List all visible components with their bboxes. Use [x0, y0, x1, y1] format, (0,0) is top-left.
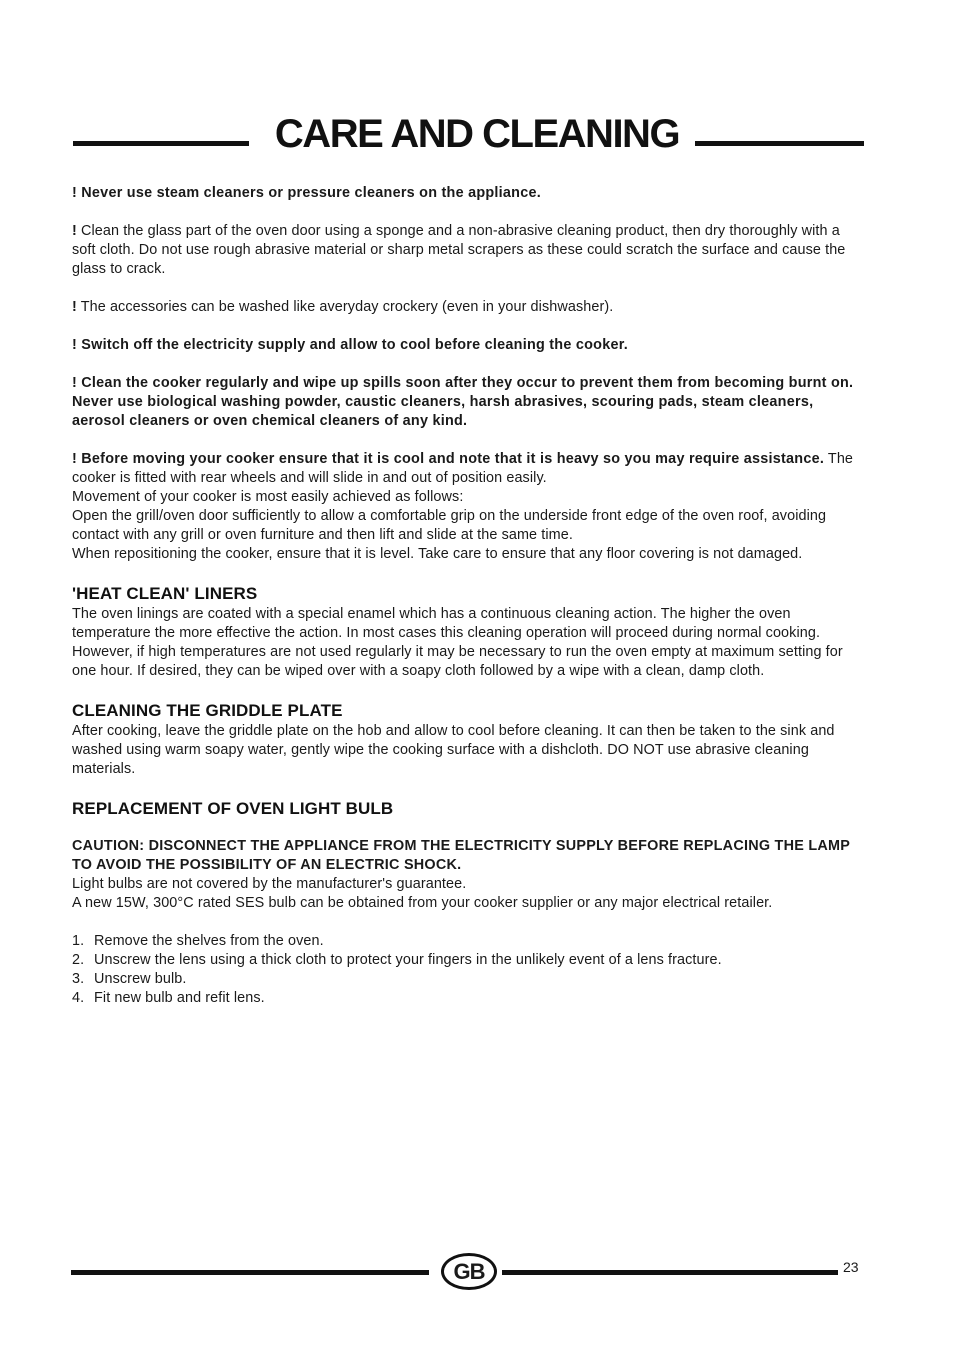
accessories-note	[72, 298, 865, 317]
bulb-guarantee: Light bulbs are not covered by the manufacturer's guarantee.	[72, 876, 467, 892]
page-title: CARE AND CLEANING	[0, 110, 954, 158]
warning-steam-cleaners: ! Never use steam cleaners or pressure cleaners on the appliance.	[72, 185, 541, 201]
exclamation-mark: !	[72, 299, 77, 315]
griddle-heading: CLEANING THE GRIDDLE PLATE	[72, 701, 343, 720]
footer-rule-right	[502, 1270, 838, 1275]
moving-cooker-warning: ! Before moving your cooker ensure that it is cool and note that it is heavy so you may require assistance.	[72, 451, 825, 467]
heat-clean-text2: However, if high temperatures are not used regularly it may be necessary to run the oven empty at maximum setting for one hour. If desired, they can be wiped over with a soapy cloth followed by a wipe with a clean, damp cloth.	[72, 644, 843, 679]
bulb-supply: A new 15W, 300°C rated SES bulb can be obtained from your cooker supplier or any major electrical retailer.	[72, 895, 773, 911]
footer-rule-left	[71, 1270, 429, 1275]
warning-clean-regularly: ! Clean the cooker regularly and wipe up spills soon after they occur to prevent them from becoming burnt on. Never use biological washing powder, caustic cleaners, harsh abrasives, scouring pads, steam cleaners, aerosol cleaners or oven chemical cleaners of any kind.	[72, 375, 854, 429]
page-number: 23	[843, 1259, 859, 1275]
moving-cooker-line3: Open the grill/oven door sufficiently to allow a comfortable grip on the underside front edge of the oven roof, avoiding contact with any grill or oven furniture and then lift and slide at the same time.	[72, 508, 827, 543]
bulb-caution: CAUTION: DISCONNECT THE APPLIANCE FROM THE ELECTRICITY SUPPLY BEFORE REPLACING THE LAMP TO AVOID THE POSSIBILITY OF AN ELECTRIC SHOCK.	[72, 838, 850, 873]
bulb-steps-list	[72, 932, 865, 1008]
list-item: 1. Remove the shelves from the oven.	[72, 933, 324, 949]
warning-switch-off: ! Switch off the electricity supply and allow to cool before cleaning the cooker.	[72, 337, 628, 353]
list-item: 4. Fit new bulb and refit lens.	[72, 990, 265, 1006]
list-item: 3. Unscrew bulb.	[72, 971, 187, 987]
bulb-heading: REPLACEMENT OF OVEN LIGHT BULB	[72, 799, 394, 818]
glass-cleaning-text: Clean the glass part of the oven door using a sponge and a non-abrasive cleaning product, then dry thoroughly with a soft cloth. Do not use rough abrasive material or sharp metal scrapers as these could scratch the surface and cause the glass to crack.	[72, 223, 846, 277]
glass-cleaning-note	[72, 222, 865, 279]
heat-clean-heading: 'HEAT CLEAN' LINERS	[72, 584, 258, 603]
country-badge: GB	[441, 1253, 497, 1290]
moving-cooker-line2: Movement of your cooker is most easily achieved as follows:	[72, 489, 464, 505]
griddle-text: After cooking, leave the griddle plate on the hob and allow to cool before cleaning. It can then be taken to the sink and washed using warm soapy water, gently wipe the cooking surface with a dishcloth. DO NOT use abrasive cleaning materials.	[72, 723, 835, 777]
accessories-text: The accessories can be washed like averyday crockery (even in your dishwasher).	[76, 299, 614, 315]
page-content	[72, 184, 865, 1008]
heat-clean-text1: The oven linings are coated with a special enamel which has a continuous cleaning action. The higher the oven temperature the more effective the action. In most cases this cleaning operation will proceed during normal cooking.	[72, 606, 821, 641]
exclamation-mark: !	[72, 223, 77, 239]
list-item: 2. Unscrew the lens using a thick cloth to protect your fingers in the unlikely event of a lens fracture.	[72, 952, 722, 968]
moving-cooker-line4: When repositioning the cooker, ensure that it is level. Take care to ensure that any floor covering is not damaged.	[72, 546, 803, 562]
moving-cooker-text: The cooker is fitted with rear wheels and will slide in and out of position easily.	[72, 451, 854, 486]
moving-cooker-note	[72, 450, 865, 564]
